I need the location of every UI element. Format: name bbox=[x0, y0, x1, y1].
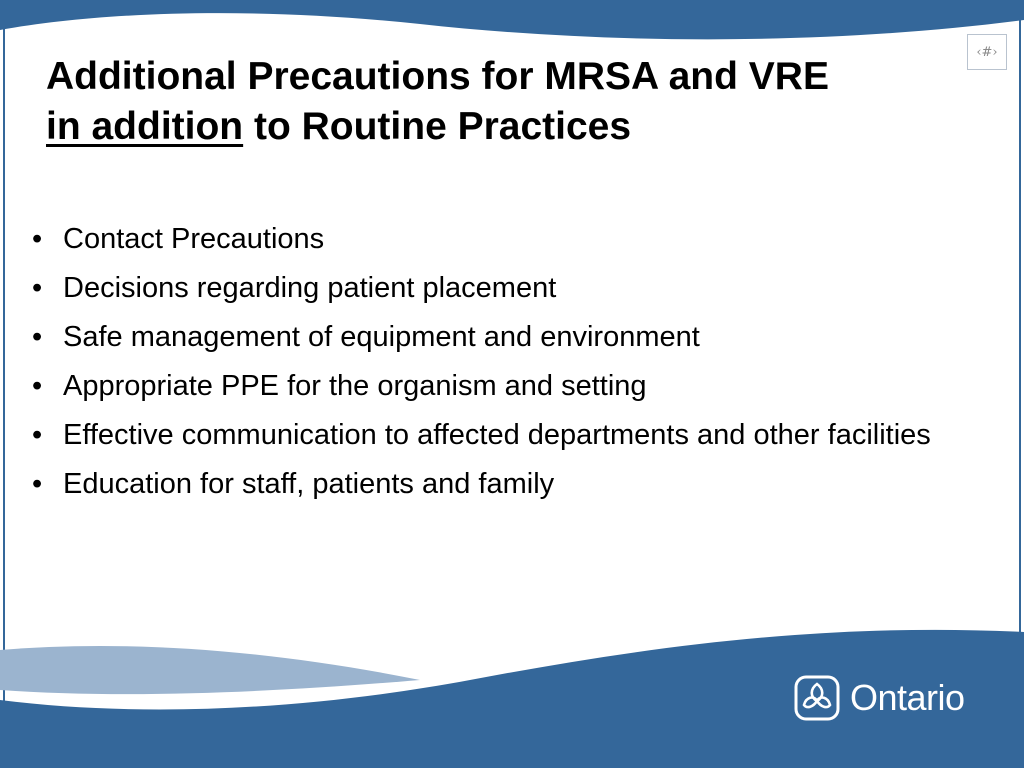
title-emphasis: in addition bbox=[46, 105, 244, 148]
bullet-glyph: • bbox=[32, 468, 43, 500]
bullet-glyph: • bbox=[32, 419, 43, 451]
bullet-glyph: • bbox=[32, 370, 43, 402]
bullet-text: Decisions regarding patient placement bbox=[63, 272, 557, 304]
bullet-text: Education for staff, patients and family bbox=[63, 468, 555, 500]
bullet-glyph: • bbox=[32, 272, 43, 304]
bottom-light-wave bbox=[0, 646, 420, 694]
title-line-2-rest: to Routine Practices bbox=[243, 105, 632, 148]
bullet-text: Appropriate PPE for the organism and setting bbox=[63, 370, 647, 402]
bullet-item bbox=[30, 269, 970, 307]
trillium-icon bbox=[794, 675, 840, 721]
bullet-glyph: • bbox=[32, 223, 43, 255]
bullet-item bbox=[30, 367, 970, 405]
bullet-item bbox=[30, 465, 970, 503]
bullet-text: Contact Precautions bbox=[63, 223, 325, 255]
bullet-text: Safe management of equipment and environment bbox=[63, 321, 700, 353]
bullet-list bbox=[30, 220, 970, 514]
bullet-item bbox=[30, 220, 970, 258]
ontario-wordmark: Ontario bbox=[850, 677, 965, 718]
slide-number-placeholder: ‹#› bbox=[967, 34, 1007, 70]
bullet-item bbox=[30, 318, 970, 356]
bullet-text: Effective communication to affected departments and other facilities bbox=[63, 419, 931, 451]
top-wave bbox=[0, 0, 1024, 39]
bullet-glyph: • bbox=[32, 321, 43, 353]
title-line-1: Additional Precautions for MRSA and VRE bbox=[46, 55, 829, 98]
ontario-logo bbox=[794, 673, 965, 723]
bullet-item bbox=[30, 416, 970, 454]
slide-title bbox=[46, 52, 961, 152]
